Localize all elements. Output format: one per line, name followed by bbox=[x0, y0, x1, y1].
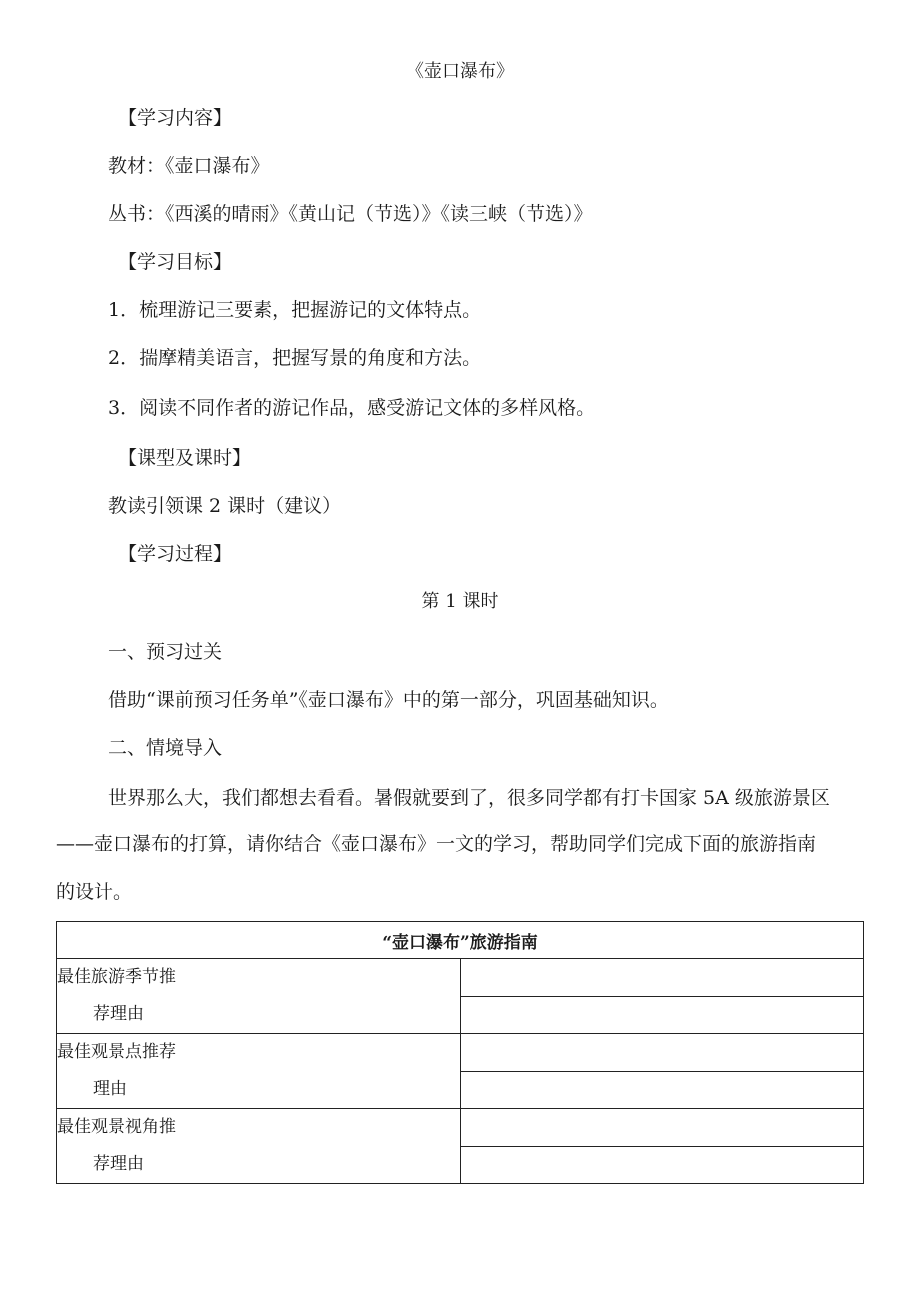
answer-cell[interactable] bbox=[460, 1109, 864, 1147]
goal-item-3: 3．阅读不同作者的游记作品，感受游记文体的多样风格。 bbox=[108, 397, 596, 419]
row-label-season-line1: 最佳旅游季节推 bbox=[57, 967, 176, 987]
answer-cell[interactable] bbox=[460, 1146, 864, 1184]
answer-cell[interactable] bbox=[460, 1034, 864, 1072]
row-label-season-line2: 荐理由 bbox=[93, 1004, 144, 1024]
paragraph-line-1: 世界那么大，我们都想去看看。暑假就要到了，很多同学都有打卡国家 5A 级旅游景区 bbox=[108, 787, 830, 809]
type-text: 教读引领课 2 课时（建议） bbox=[108, 495, 342, 517]
travel-guide-table bbox=[56, 921, 864, 1184]
lesson-heading: 第 1 课时 bbox=[421, 591, 499, 612]
series-line: 丛书：《西溪的晴雨》《黄山记（节选）》《读三峡（节选）》 bbox=[108, 203, 593, 225]
answer-cell[interactable] bbox=[460, 996, 864, 1034]
row-label-viewpoint bbox=[57, 1034, 461, 1109]
section-heading-goals: 【学习目标】 bbox=[118, 251, 233, 273]
answer-cell[interactable] bbox=[460, 1071, 864, 1109]
part1-text: 借助“课前预习任务单”《壶口瀑布》中的第一部分，巩固基础知识。 bbox=[108, 689, 669, 711]
part1-title: 一、预习过关 bbox=[108, 641, 223, 663]
travel-guide-header: “壶口瀑布”旅游指南 bbox=[57, 922, 864, 959]
row-label-angle bbox=[57, 1109, 461, 1184]
row-label-viewpoint-line2: 理由 bbox=[93, 1079, 127, 1099]
section-heading-process: 【学习过程】 bbox=[118, 543, 233, 565]
part2-title: 二、情境导入 bbox=[108, 737, 223, 759]
row-label-angle-line1: 最佳观景视角推 bbox=[57, 1117, 176, 1137]
row-label-season bbox=[57, 959, 461, 1034]
row-label-angle-line2: 荐理由 bbox=[93, 1154, 144, 1174]
paragraph-line-3: 的设计。 bbox=[56, 881, 133, 903]
textbook-line: 教材：《壶口瀑布》 bbox=[108, 155, 270, 177]
goal-item-1: 1．梳理游记三要素，把握游记的文体特点。 bbox=[108, 299, 482, 321]
section-heading-content: 【学习内容】 bbox=[118, 107, 233, 129]
row-label-viewpoint-line1: 最佳观景点推荐 bbox=[57, 1042, 176, 1062]
goal-item-2: 2．揣摩精美语言，把握写景的角度和方法。 bbox=[108, 347, 482, 369]
answer-cell[interactable] bbox=[460, 959, 864, 997]
paragraph-line-2: ——壶口瀑布的打算，请你结合《壶口瀑布》一文的学习，帮助同学们完成下面的旅游指南 bbox=[56, 833, 817, 855]
page-title: 《壶口瀑布》 bbox=[406, 61, 514, 82]
section-heading-type: 【课型及课时】 bbox=[118, 447, 252, 469]
